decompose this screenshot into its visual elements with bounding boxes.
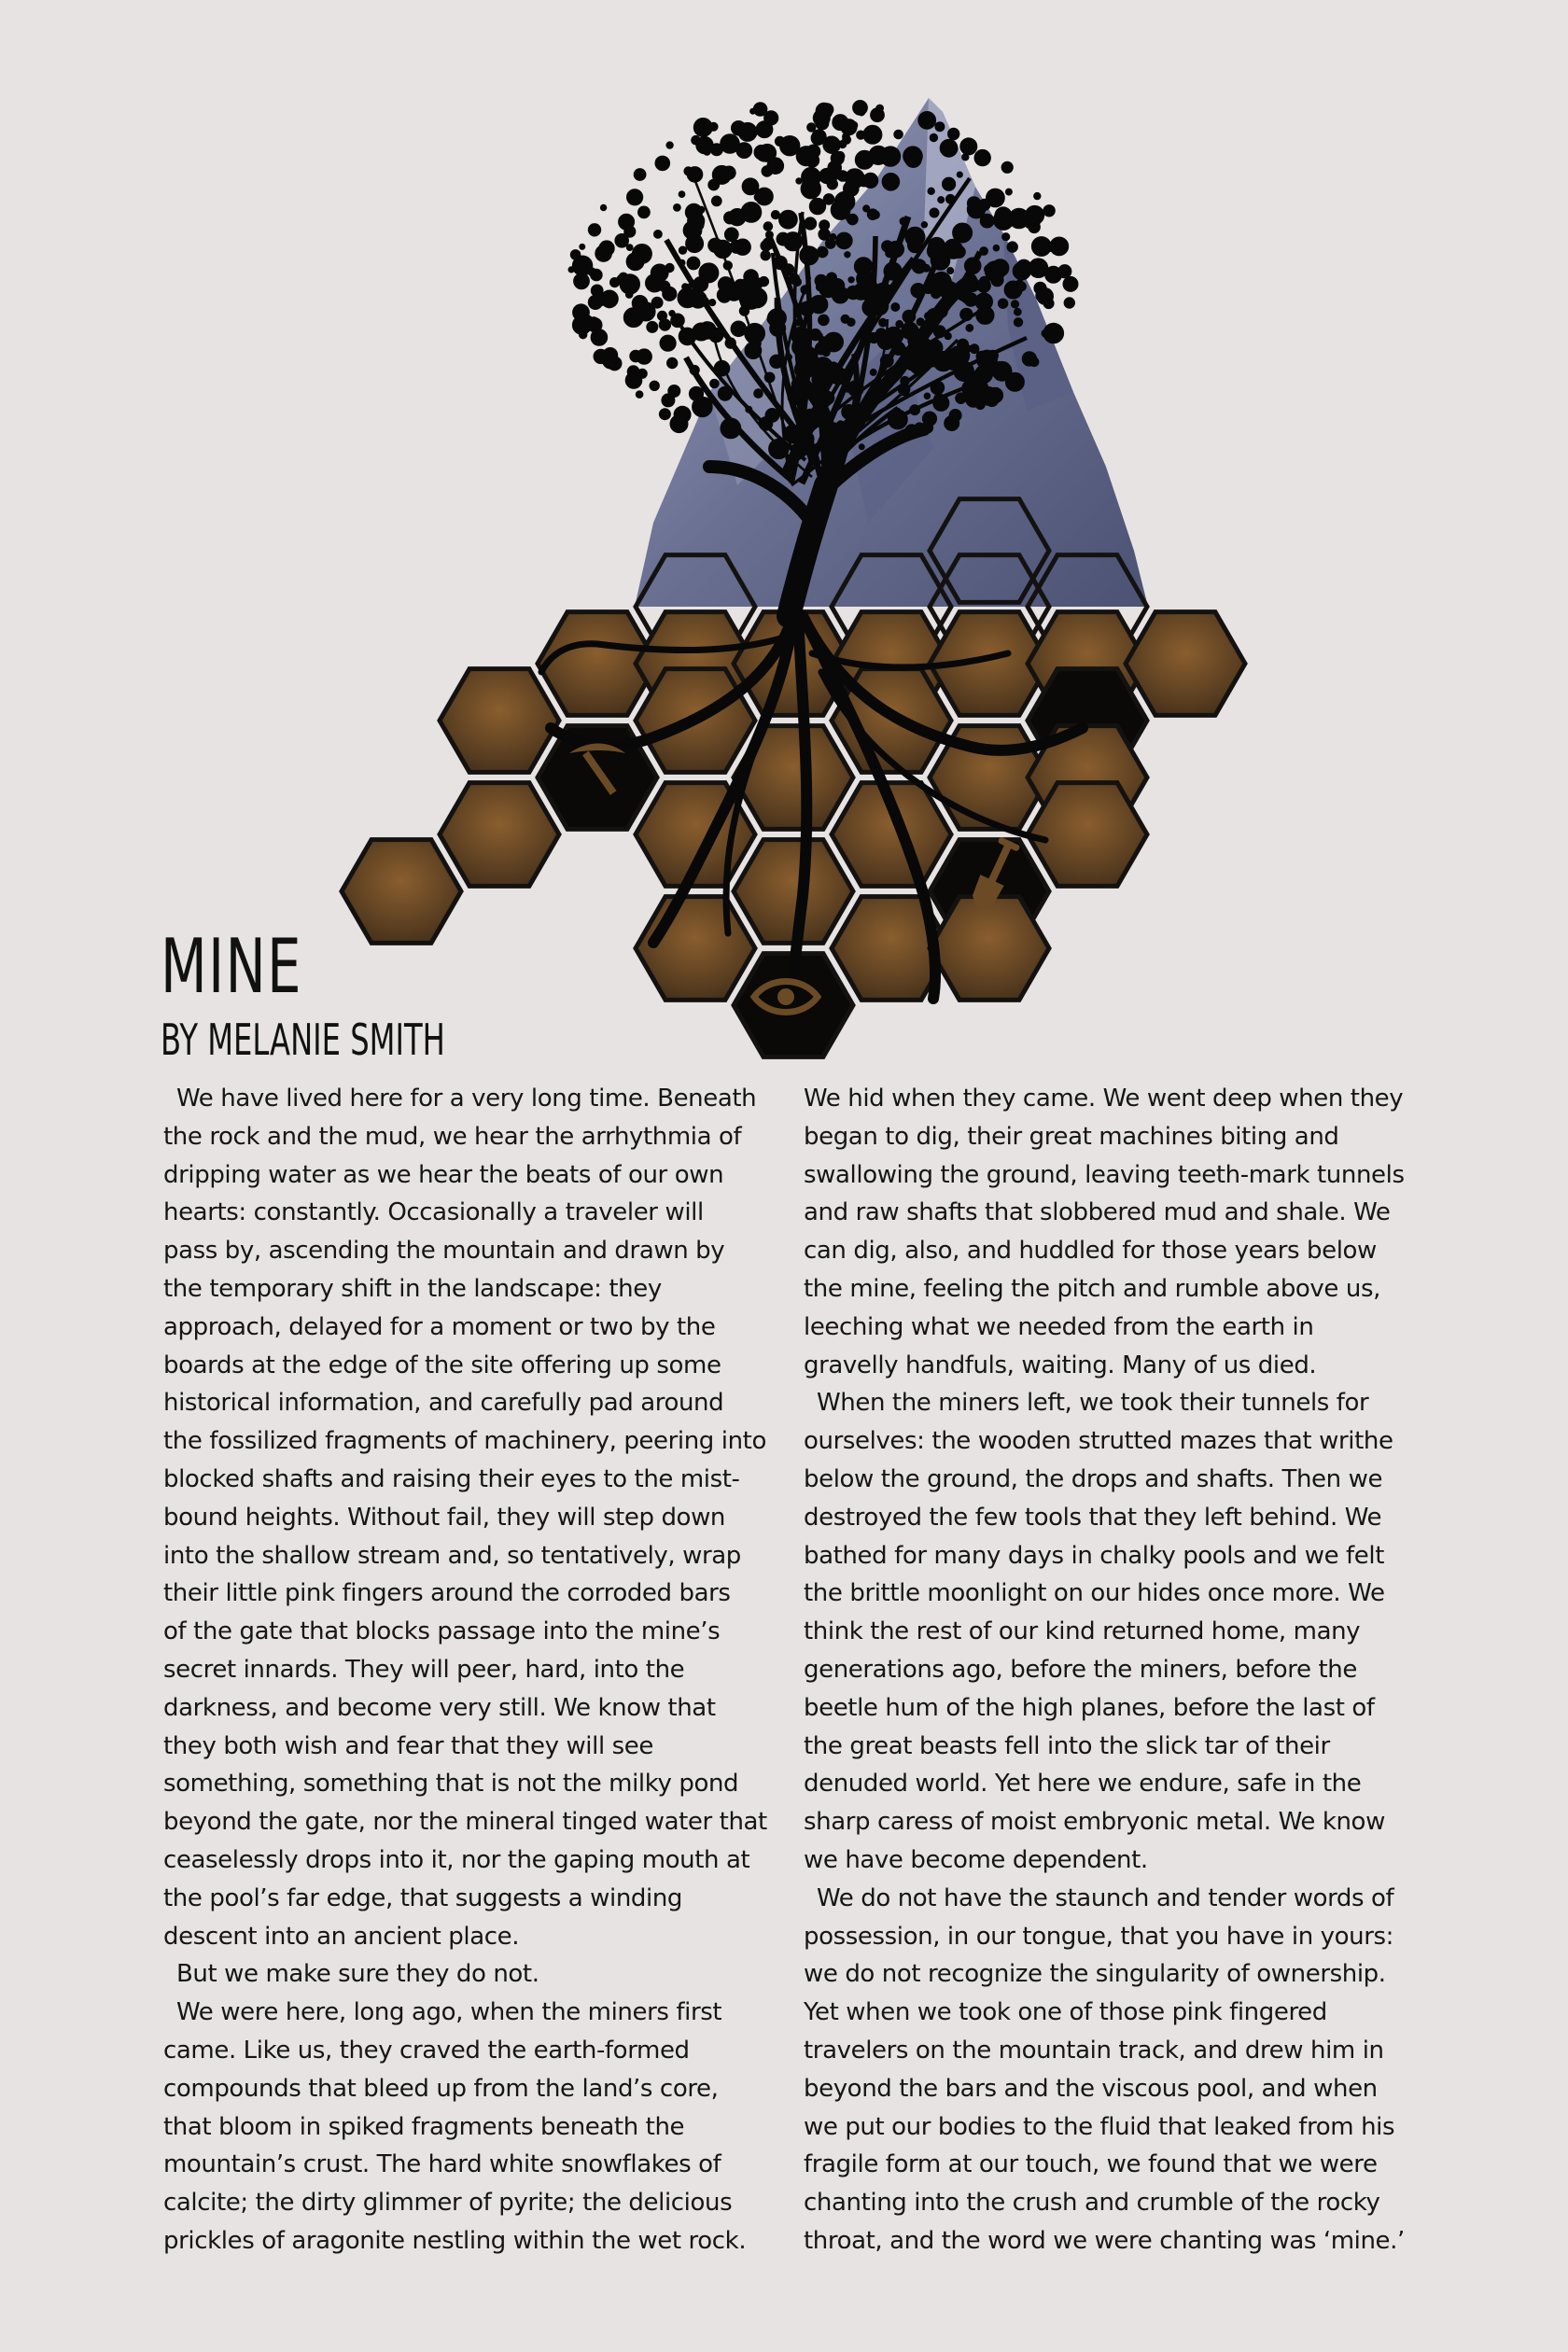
text-line: throat, and the word we were chanting was ‘mine.’ [804, 2226, 1405, 2255]
leaf-cluster [802, 167, 821, 187]
text-line: destroyed the few tools that they left behind. We [804, 1503, 1382, 1532]
hexagon-soil [636, 897, 755, 1001]
leaf-cluster [708, 179, 720, 190]
leaf-cluster [765, 409, 779, 423]
leaf-cluster [841, 315, 849, 323]
leaf-cluster [636, 391, 643, 399]
leaf-cluster [918, 111, 936, 129]
leaf-cluster [805, 217, 817, 230]
leaf-cluster [698, 206, 705, 213]
leaf-cluster [736, 143, 752, 159]
leaf-cluster [647, 321, 658, 332]
leaf-cluster [843, 133, 850, 140]
text-line: prickles of aragonite nestling within the wet rock. [163, 2226, 747, 2255]
leaf-cluster [730, 240, 743, 253]
leaf-cluster [831, 201, 850, 220]
leaf-cluster [863, 205, 870, 212]
leaf-cluster [853, 284, 870, 301]
leaf-cluster [848, 277, 854, 283]
leaf-cluster [882, 174, 900, 191]
body-column-right [804, 1080, 1427, 2261]
leaf-cluster [580, 331, 587, 339]
leaf-cluster [816, 103, 833, 119]
leaf-cluster [938, 197, 945, 203]
leaf-cluster [940, 139, 958, 157]
leaf-cluster [1002, 233, 1010, 241]
text-line: generations ago, before the miners, before the [804, 1655, 1357, 1684]
text-line: blocked shafts and raising their eyes to the mist- [163, 1464, 740, 1493]
leaf-cluster [668, 385, 680, 398]
leaf-cluster [998, 299, 1007, 308]
leaf-cluster [693, 397, 713, 417]
leaf-cluster [709, 300, 716, 306]
leaf-cluster [825, 239, 835, 249]
text-line: mountain’s crust. The hard white snowflakes of [163, 2150, 721, 2179]
leaf-cluster [863, 125, 882, 144]
leaf-cluster [709, 122, 718, 131]
text-line: ourselves: the wooden strutted mazes that writhe [804, 1427, 1393, 1456]
text-line: approach, delayed for a moment or two by the [163, 1312, 716, 1341]
leaf-cluster [626, 245, 633, 251]
leaf-cluster [943, 177, 956, 190]
leaf-cluster [891, 303, 900, 312]
leaf-cluster [687, 257, 700, 270]
text-line: chanting into the crush and crumble of the rocky [804, 2189, 1380, 2218]
leaf-cluster [796, 178, 802, 184]
leaf-cluster [731, 321, 747, 337]
leaf-cluster [1063, 276, 1078, 291]
text-line: beetle hum of the high planes, before the last of [804, 1693, 1375, 1722]
text-line: swallowing the ground, leaving teeth-mark tunnels [804, 1160, 1405, 1189]
leaf-cluster [630, 350, 642, 362]
leaf-cluster [732, 121, 747, 136]
leaf-cluster [669, 311, 675, 316]
hexagon-soil [440, 783, 559, 887]
leaf-cluster [696, 136, 713, 153]
text-line: calcite; the dirty glimmer of pyrite; the delicious [163, 2189, 733, 2218]
leaf-cluster [903, 147, 923, 166]
text-line: descent into an ancient place. [163, 1922, 520, 1951]
leaf-cluster [855, 150, 874, 169]
leaf-cluster [679, 191, 685, 198]
text-line: beyond the gate, nor the mineral tinged water that [163, 1808, 767, 1837]
leaf-cluster [948, 128, 959, 139]
text-line: the temporary shift in the landscape: they [163, 1274, 662, 1303]
text-line: secret innards. They will peer, hard, into the [163, 1655, 685, 1684]
leaf-cluster [960, 138, 977, 155]
leaf-cluster [964, 293, 977, 306]
leaf-cluster [1023, 212, 1040, 229]
leaf-cluster [957, 172, 962, 177]
leaf-cluster [674, 406, 691, 423]
text-line: boards at the edge of the site offering up some [163, 1351, 721, 1379]
leaf-cluster [991, 259, 1009, 277]
text-line: came. Like us, they craved the earth-formed [163, 2036, 690, 2065]
leaf-cluster [924, 393, 931, 399]
leaf-cluster [771, 211, 779, 219]
leaf-cluster [930, 133, 937, 141]
leaf-cluster [827, 179, 837, 189]
leaf-cluster [956, 393, 967, 404]
text-line: We were here, long ago, when the miners first [176, 1998, 722, 2027]
hexagon-soil [342, 840, 461, 944]
text-line: sharp caress of moist embryonic metal. We know [804, 1808, 1385, 1837]
leaf-cluster [580, 244, 585, 249]
text-line: bathed for many days in chalky pools and we felt [804, 1541, 1385, 1570]
leaf-cluster [966, 325, 973, 332]
leaf-cluster [660, 335, 676, 351]
leaf-cluster [928, 188, 934, 194]
leaf-cluster [987, 189, 1005, 207]
leaf-cluster [850, 121, 858, 129]
leaf-cluster [986, 394, 999, 407]
leaf-cluster [872, 211, 880, 219]
leaf-cluster [935, 122, 945, 132]
leaf-cluster [659, 409, 670, 420]
leaf-cluster [876, 105, 884, 112]
leaf-cluster [654, 231, 663, 239]
leaf-cluster [688, 213, 705, 230]
text-line: leeching what we needed from the earth in [804, 1312, 1314, 1341]
leaf-cluster [945, 239, 961, 256]
text-line: gravelly handfuls, waiting. Many of us died. [804, 1351, 1317, 1379]
text-line: hearts: constantly. Occasionally a traveler will [163, 1198, 704, 1227]
leaf-cluster [816, 283, 824, 291]
text-line: We do not have the staunch and tender words of [817, 1883, 1394, 1912]
leaf-cluster [711, 196, 721, 206]
leaf-cluster [993, 245, 1000, 251]
leaf-cluster [894, 130, 903, 139]
leaf-cluster [779, 210, 798, 229]
article-title: MINE [161, 923, 302, 1010]
text-line: into the shallow stream and, so tentatively, wrap [163, 1541, 741, 1570]
text-line: of the gate that blocks passage into the mine’s [163, 1617, 721, 1646]
text-line: we have become dependent. [804, 1845, 1148, 1874]
text-line: the brittle moonlight on our hides once more. We [804, 1579, 1385, 1608]
leaf-cluster [831, 152, 844, 165]
article-byline: BY MELANIE SMITH [161, 1015, 445, 1065]
leaf-cluster [1014, 308, 1021, 315]
leaf-cluster [1014, 318, 1022, 327]
text-line: historical information, and carefully pad around [163, 1389, 724, 1418]
leaf-cluster [947, 268, 954, 274]
leaf-cluster [595, 295, 607, 306]
leaf-cluster [870, 369, 876, 375]
leaf-cluster [962, 154, 969, 161]
leaf-cluster [665, 263, 674, 272]
leaf-cluster [659, 281, 670, 292]
leaf-cluster [651, 297, 663, 308]
leaf-cluster [807, 123, 816, 132]
leaf-cluster [949, 410, 961, 422]
leaf-cluster [659, 319, 670, 330]
text-line: possession, in our tongue, that you have in yours: [804, 1922, 1394, 1951]
leaf-cluster [666, 142, 673, 148]
leaf-cluster [859, 444, 864, 450]
text-line: their little pink fingers around the corroded bars [163, 1579, 731, 1608]
leaf-cluster [831, 279, 845, 293]
leaf-cluster [568, 267, 574, 273]
text-line: the rock and the mud, we hear the arrhythmia of [163, 1122, 742, 1151]
leaf-cluster [694, 235, 702, 243]
leaf-cluster [761, 251, 770, 260]
text-line: the pool’s far edge, that suggests a winding [163, 1883, 683, 1912]
leaf-cluster [623, 308, 643, 328]
text-line: think the rest of our kind returned home, many [804, 1617, 1361, 1646]
leaf-cluster [809, 198, 825, 214]
text-line: We hid when they came. We went deep when they [804, 1085, 1404, 1113]
leaf-cluster [763, 222, 773, 231]
text-line: We have lived here for a very long time. Beneath [176, 1085, 757, 1113]
leaf-cluster [610, 278, 620, 287]
leaf-cluster [619, 214, 635, 230]
text-line: When the miners left, we took their tunnels for [817, 1389, 1369, 1418]
hexagon-soil [440, 669, 559, 773]
text-line: the mine, feeling the pitch and rumble above us, [804, 1274, 1380, 1303]
leaf-cluster [674, 204, 681, 212]
leaf-cluster [796, 147, 816, 166]
leaf-cluster [879, 318, 888, 327]
leaf-cluster [724, 228, 738, 242]
illustration-tree-mountain-hexagons [0, 0, 1568, 1083]
leaf-cluster [615, 233, 629, 247]
text-line: compounds that bleed up from the land’s core, [163, 2074, 719, 2103]
leaf-cluster [1043, 299, 1054, 309]
text-line: they both wish and fear that they will see [163, 1731, 653, 1760]
text-line: denuded world. Yet here we endure, safe in the [804, 1770, 1362, 1799]
leaf-cluster [667, 357, 678, 368]
leaf-cluster [600, 204, 606, 210]
leaf-cluster [1005, 372, 1024, 391]
text-line: the great beasts fell into the slick tar of their [804, 1731, 1330, 1760]
leaf-cluster [650, 381, 659, 390]
leaf-cluster [845, 252, 850, 258]
leaf-cluster [974, 149, 990, 165]
leaf-cluster [710, 379, 720, 388]
text-line: fragile form at our touch, we found that we were [804, 2150, 1378, 2179]
leaf-cluster [764, 111, 778, 125]
leaf-cluster [819, 220, 830, 231]
text-line: can dig, also, and huddled for those years below [804, 1237, 1377, 1266]
leaf-cluster [863, 173, 878, 188]
leaf-cluster [1029, 259, 1048, 278]
leaf-cluster [637, 369, 647, 378]
leaf-cluster [1058, 265, 1071, 278]
leaf-cluster [857, 103, 867, 113]
leaf-cluster [979, 276, 989, 287]
leaf-cluster [1011, 301, 1018, 308]
leaf-cluster [1005, 189, 1012, 195]
leaf-cluster [921, 222, 927, 228]
leaf-cluster [628, 193, 638, 203]
leaf-cluster [740, 277, 760, 297]
leaf-cluster [570, 250, 581, 260]
leaf-cluster [679, 246, 686, 254]
leaf-cluster [605, 350, 610, 356]
text-line: darkness, and become very still. We know that [163, 1693, 716, 1722]
leaf-cluster [836, 232, 853, 249]
text-line: that bloom in spiked fragments beneath the [163, 2112, 685, 2141]
leaf-cluster [1064, 298, 1074, 308]
leaf-cluster [930, 208, 939, 217]
leaf-cluster [682, 284, 689, 290]
leaf-cluster [588, 268, 596, 276]
leaf-cluster [628, 257, 636, 264]
leaf-cluster [699, 263, 719, 283]
text-line: began to dig, their great machines biting and [804, 1122, 1339, 1151]
leaf-cluster [1007, 242, 1017, 252]
body-column-left [163, 1080, 787, 2261]
leaf-cluster [1029, 357, 1039, 367]
text-line: the fossilized fragments of machinery, peering into [163, 1427, 766, 1456]
text-line: below the ground, the drops and shafts. Then we [804, 1464, 1383, 1493]
leaf-cluster [625, 291, 633, 299]
leaf-cluster [839, 140, 847, 147]
leaf-cluster [1043, 205, 1055, 217]
leaf-cluster [576, 309, 586, 319]
leaf-cluster [595, 245, 612, 262]
text-line: Yet when we took one of those pink fingered [804, 1998, 1327, 2027]
text-line: beyond the bars and the viscous pool, and when [804, 2074, 1378, 2103]
text-line: we do not recognize the singularity of ownership. [804, 1960, 1386, 1989]
text-line: But we make sure they do not. [176, 1960, 539, 1989]
text-line: dripping water as we hear the beats of our own [163, 1160, 724, 1189]
leaf-cluster [741, 203, 762, 223]
text-line: bound heights. Without fail, they will step down [163, 1503, 726, 1532]
leaf-cluster [1017, 282, 1027, 291]
leaf-cluster [824, 332, 844, 352]
leaf-cluster [762, 166, 773, 177]
leaf-cluster [933, 273, 945, 286]
leaf-cluster [1034, 192, 1041, 199]
text-line: ceaselessly drops into it, nor the gaping mouth at [163, 1845, 750, 1874]
leaf-cluster [812, 130, 826, 144]
leaf-cluster [638, 206, 651, 218]
text-line: and raw shafts that slobbered mud and shale. We [804, 1198, 1391, 1227]
leaf-cluster [627, 366, 639, 378]
leaf-cluster [588, 224, 600, 236]
leaf-cluster [634, 169, 646, 181]
leaf-cluster [754, 389, 763, 399]
leaf-cluster [591, 329, 608, 346]
leaf-cluster [754, 145, 769, 160]
leaf-cluster [1047, 246, 1053, 252]
leaf-cluster [980, 214, 994, 228]
leaf-cluster [995, 207, 1012, 224]
leaf-cluster [756, 188, 774, 205]
text-line: pass by, ascending the mountain and drawn by [163, 1237, 725, 1266]
text-line: we put our bodies to the fluid that leaked from his [804, 2112, 1395, 2141]
leaf-cluster [1001, 161, 1013, 173]
hexagon-soil [1126, 612, 1245, 716]
leaf-cluster [846, 169, 865, 189]
leaf-cluster [843, 289, 851, 298]
text-line: something, something that is not the milky pond [163, 1770, 739, 1799]
leaf-cluster [718, 277, 733, 292]
text-line: travelers on the mountain track, and drew him in [804, 2036, 1384, 2065]
leaf-cluster [819, 315, 830, 326]
leaf-cluster [655, 156, 670, 171]
leaf-cluster [1042, 329, 1049, 337]
